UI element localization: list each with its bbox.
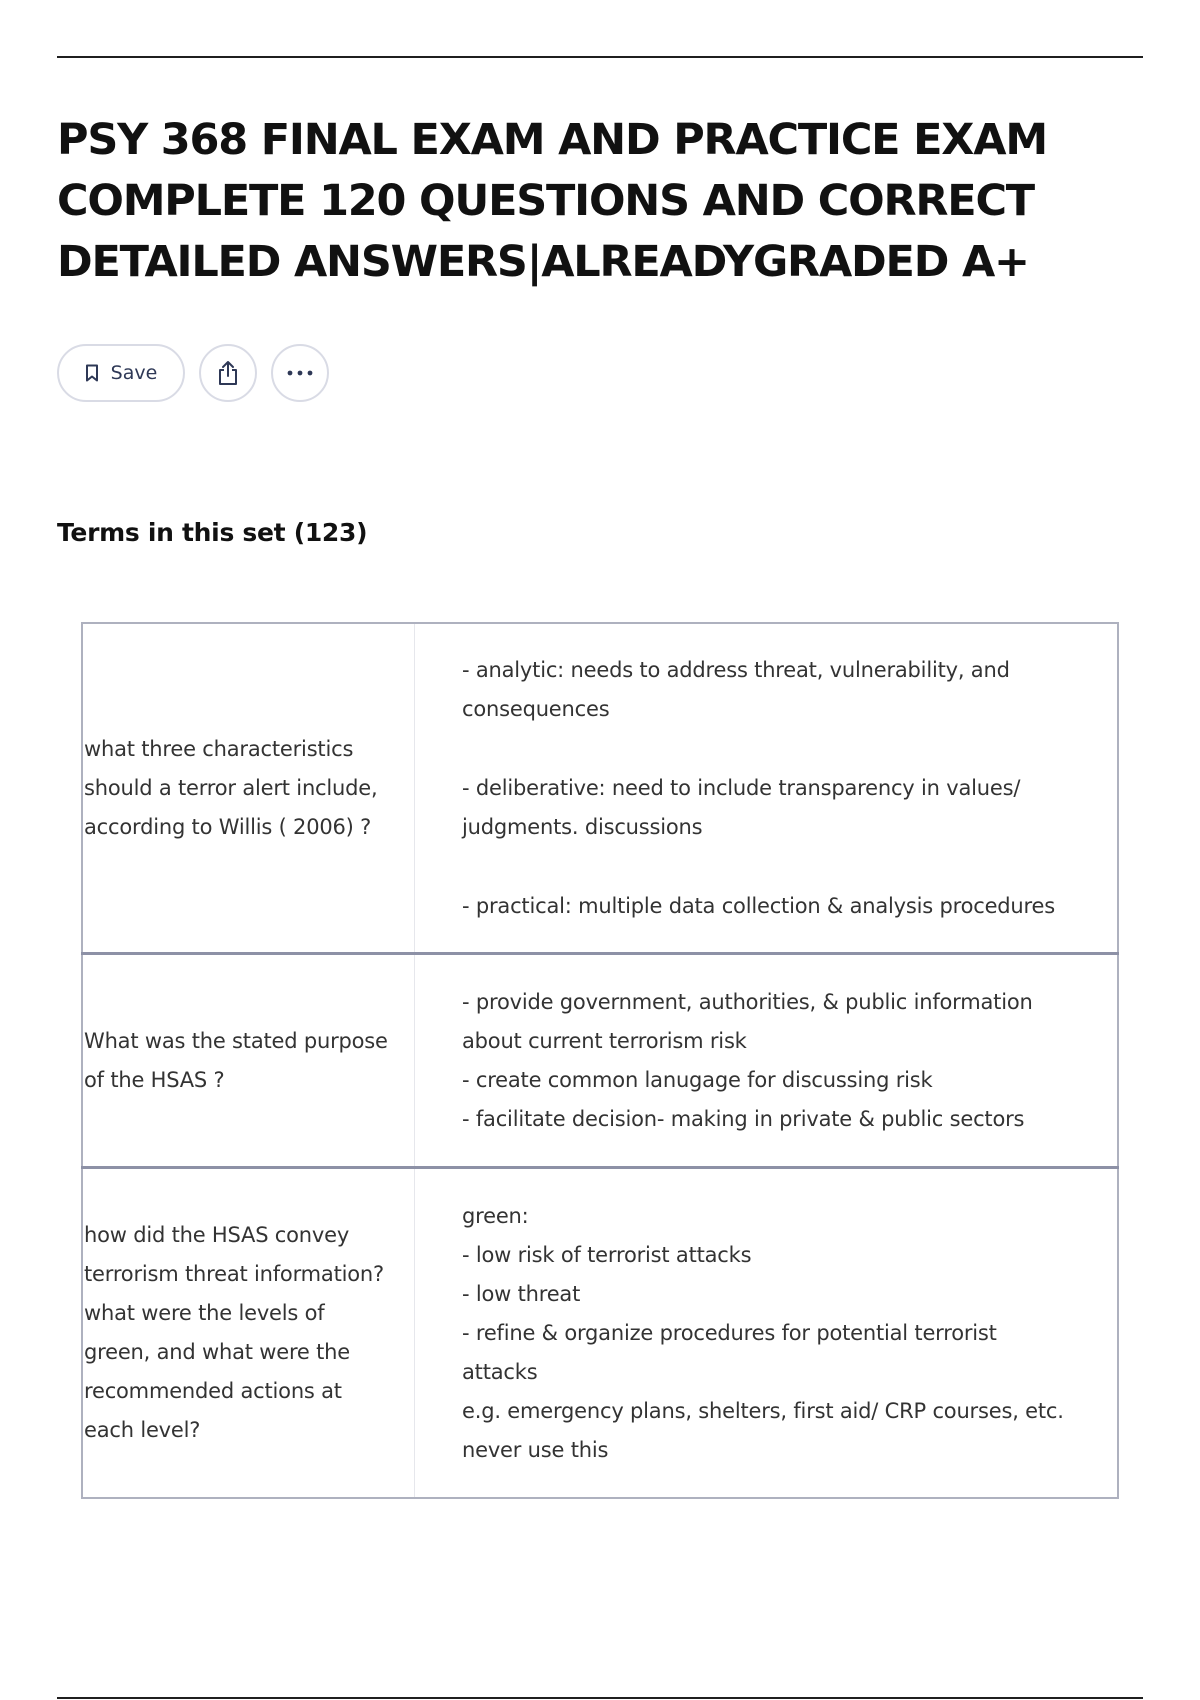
bookmark-icon <box>85 364 99 382</box>
definition-line: e.g. emergency plans, shelters, first aid/ CRP courses, etc. <box>462 1398 1064 1423</box>
definition-line: - deliberative: need to include transparency in values/ judgments. discussions <box>462 775 1021 839</box>
definition-line: - facilitate decision- making in private & public sectors <box>462 1106 1025 1131</box>
definition-line: - refine & organize procedures for potential terrorist attacks <box>462 1320 997 1384</box>
share-button[interactable] <box>199 344 257 402</box>
term-row <box>82 954 1118 1168</box>
term-cell: What was the stated purpose of the HSAS ? <box>82 954 415 1168</box>
term-row <box>82 1168 1118 1499</box>
terms-heading: Terms in this set (123) <box>57 518 368 547</box>
definition-line: - analytic: needs to address threat, vulnerability, and consequences <box>462 657 1010 721</box>
definition-cell <box>415 954 1119 1168</box>
definition-cell <box>415 623 1119 954</box>
more-icon <box>287 370 313 376</box>
definition-line: green: <box>462 1203 529 1228</box>
more-options-button[interactable] <box>271 344 329 402</box>
definition-line: never use this <box>462 1437 609 1462</box>
top-divider <box>57 56 1143 58</box>
term-cell: what three characteristics should a terror alert include, according to Willis ( 2006) ? <box>82 623 415 954</box>
action-bar <box>57 343 329 403</box>
share-icon <box>216 360 240 386</box>
definition-line: - low risk of terrorist attacks <box>462 1242 752 1267</box>
definition-line: - provide government, authorities, & public information about current terrorism risk <box>462 989 1033 1053</box>
definition-line: - low threat <box>462 1281 581 1306</box>
definition-line: - practical: multiple data collection & analysis procedures <box>462 893 1055 918</box>
terms-table <box>81 622 1119 1499</box>
term-row <box>82 623 1118 954</box>
definition-cell <box>415 1168 1119 1499</box>
save-button-label: Save <box>110 362 158 384</box>
term-cell: how did the HSAS convey terrorism threat information? what were the levels of green, and what were the recommended actions at each level? <box>82 1168 415 1499</box>
definition-line: - create common lanugage for discussing risk <box>462 1067 933 1092</box>
bottom-divider <box>57 1697 1143 1699</box>
save-button[interactable] <box>57 344 185 402</box>
page-title: PSY 368 FINAL EXAM AND PRACTICE EXAM COMPLETE 120 QUESTIONS AND CORRECT DETAILED ANSWERS|ALREADYGRADED A+ <box>57 115 1047 287</box>
